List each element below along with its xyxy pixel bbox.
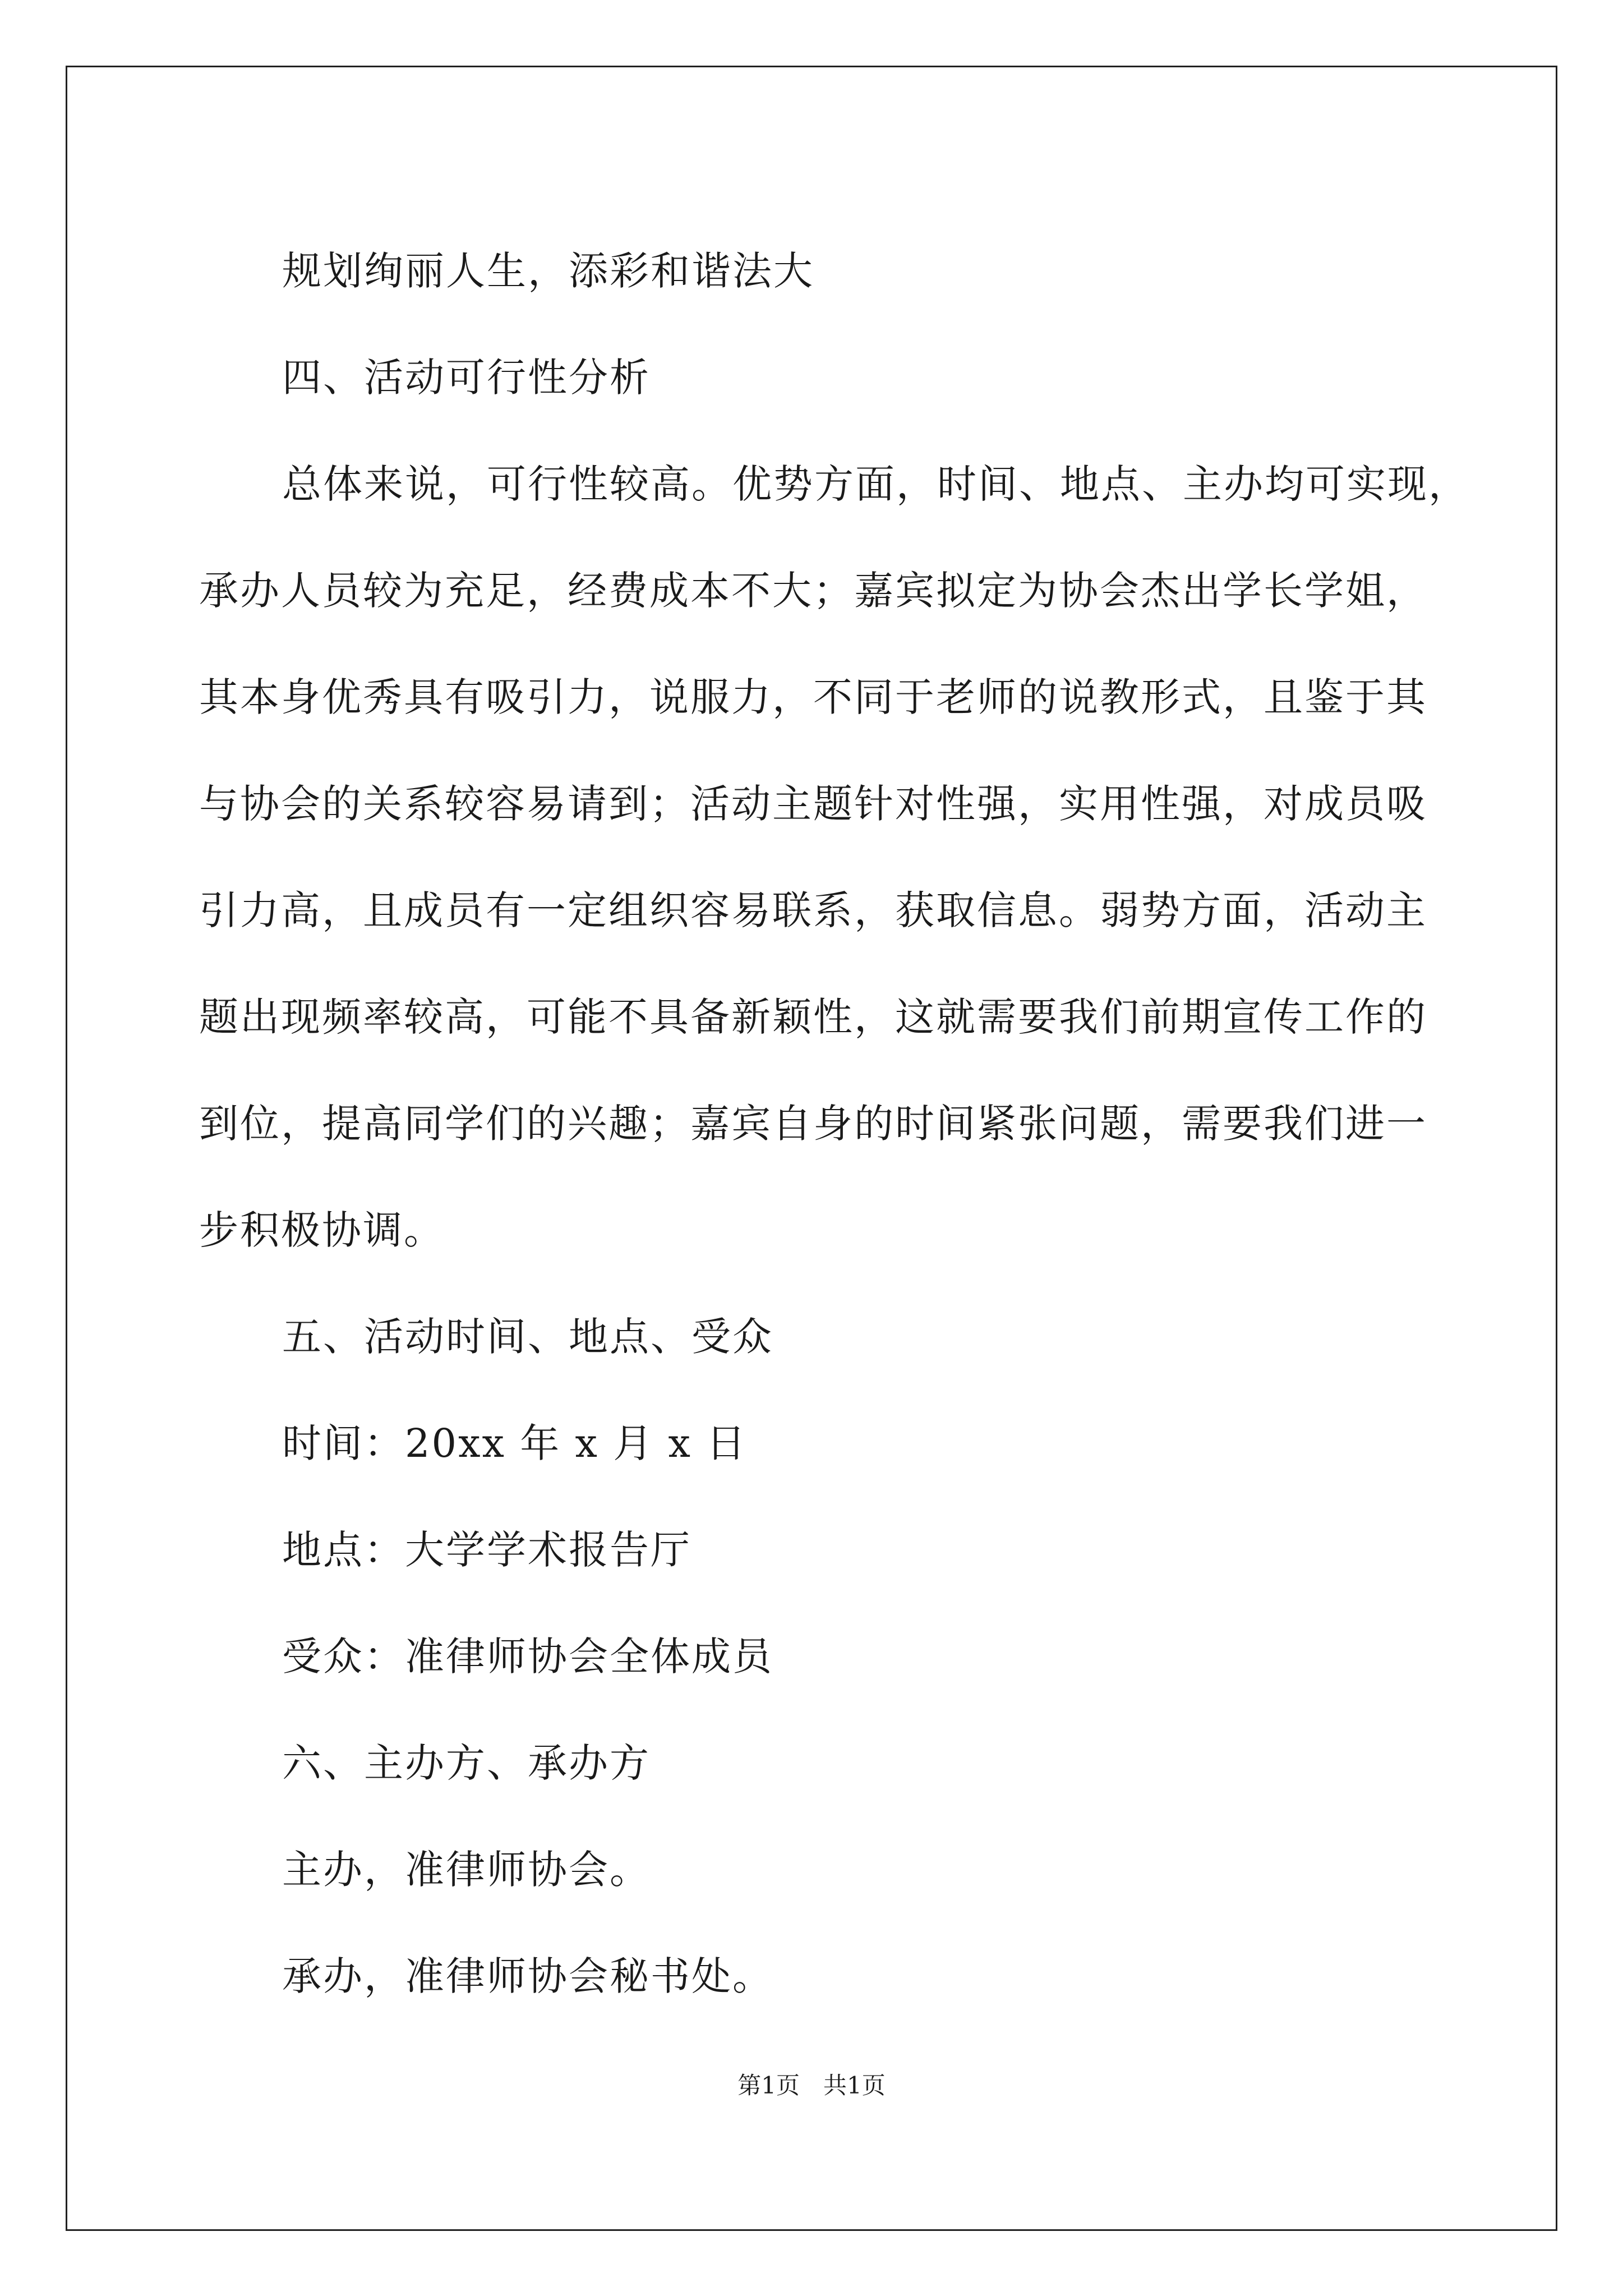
paragraph-line: 与协会的关系较容易请到；活动主题针对性强，实用性强，对成员吸 bbox=[199, 781, 1427, 827]
paragraph-line: 到位，提高同学们的兴趣；嘉宾自身的时间紧张问题，需要我们进一 bbox=[199, 1101, 1427, 1147]
section-heading-organizers: 六、主办方、承办方 bbox=[282, 1740, 651, 1786]
slogan-line: 规划绚丽人生，添彩和谐法大 bbox=[282, 248, 814, 294]
detail-host: 主办，准律师协会。 bbox=[282, 1847, 651, 1893]
document-body bbox=[199, 218, 1469, 2030]
paragraph-line: 其本身优秀具有吸引力，说服力，不同于老师的说教形式，且鉴于其 bbox=[199, 674, 1427, 720]
detail-organizer: 承办，准律师协会秘书处。 bbox=[282, 1953, 773, 1999]
detail-time: 时间：20xx 年 x 月 x 日 bbox=[282, 1420, 748, 1466]
section-heading-feasibility: 四、活动可行性分析 bbox=[282, 355, 651, 401]
detail-place: 地点：大学学术报告厅 bbox=[282, 1527, 691, 1573]
paragraph-line: 总体来说，可行性较高。优势方面，时间、地点、主办均可实现， bbox=[282, 461, 1469, 507]
paragraph-line: 引力高，且成员有一定组织容易联系，获取信息。弱势方面，活动主 bbox=[199, 887, 1427, 933]
paragraph-line: 题出现频率较高，可能不具备新颖性，这就需要我们前期宣传工作的 bbox=[199, 994, 1427, 1040]
paragraph-line: 承办人员较为充足，经费成本不大；嘉宾拟定为协会杰出学长学姐， bbox=[199, 568, 1427, 614]
detail-audience: 受众：准律师协会全体成员 bbox=[282, 1634, 773, 1680]
page-number-footer: 第1页 共1页 bbox=[737, 2072, 886, 2099]
paragraph-line: 步积极协调。 bbox=[199, 1207, 445, 1253]
section-heading-time-place: 五、活动时间、地点、受众 bbox=[282, 1314, 773, 1360]
